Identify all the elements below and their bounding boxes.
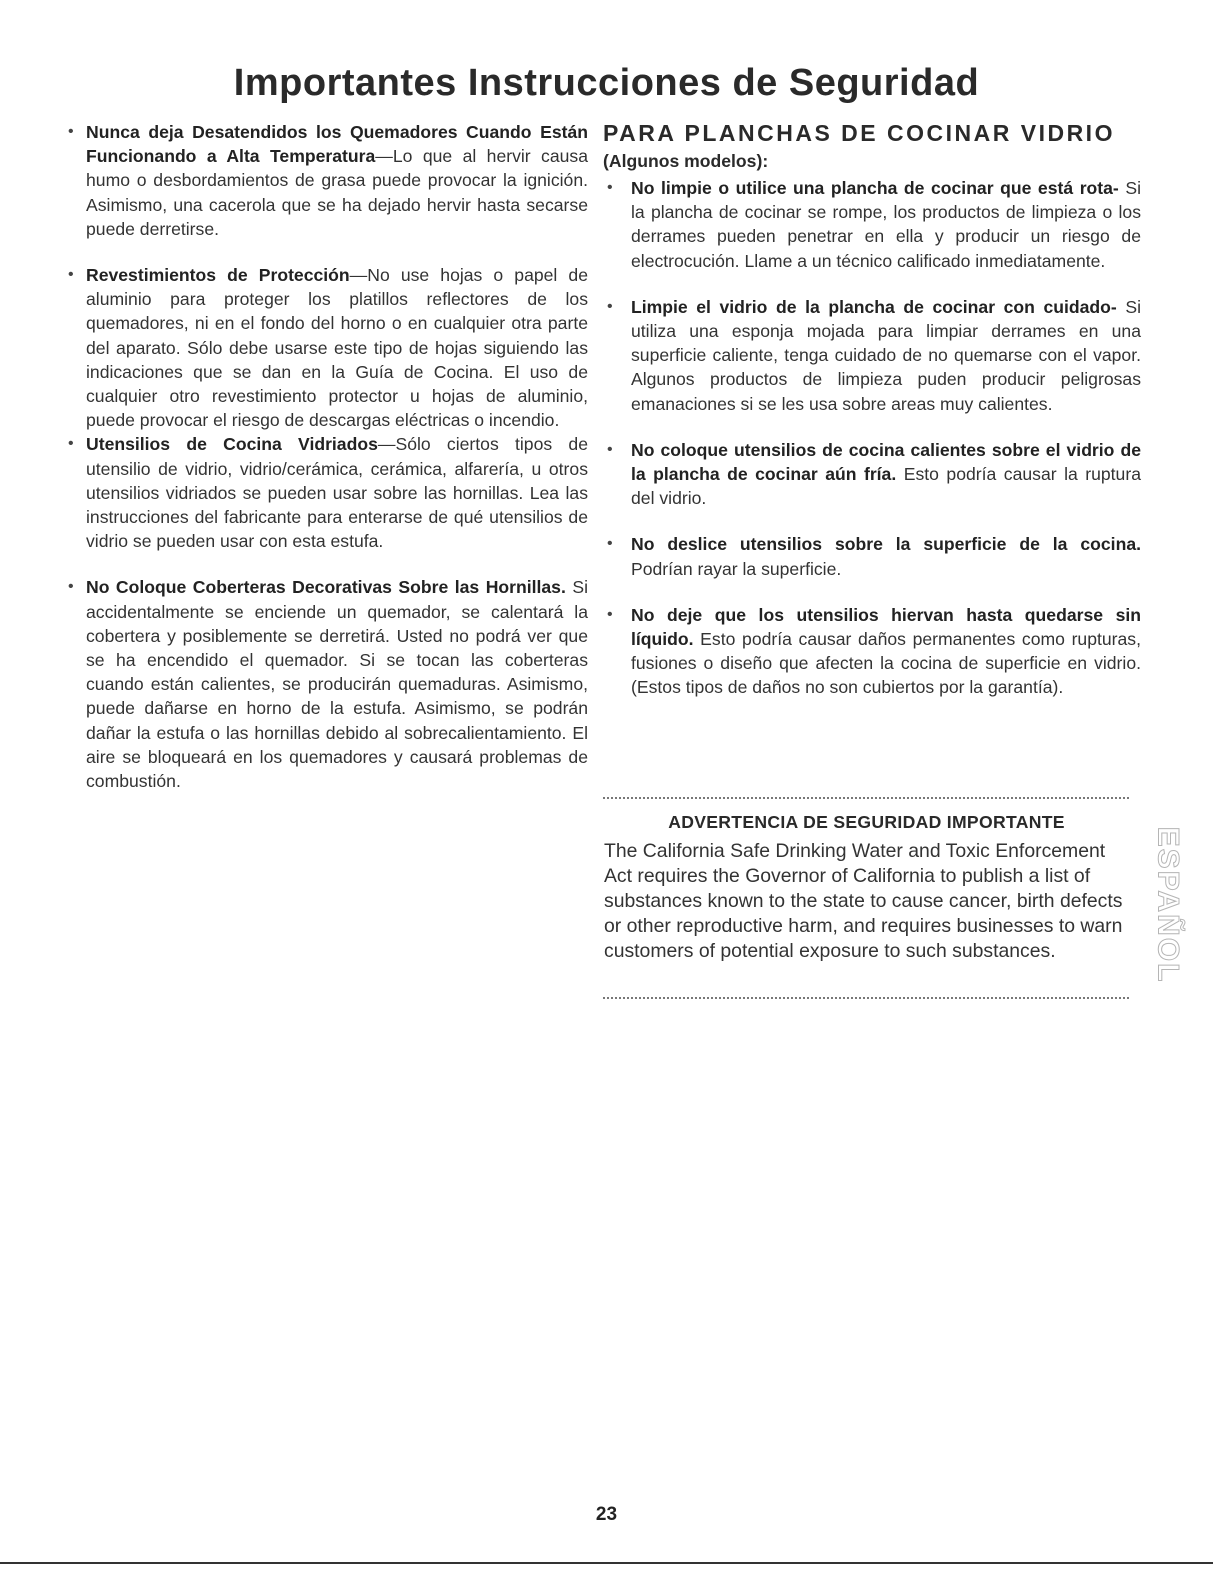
item-text: Si accidentalmente se enciende un quemador, se calentará la cobertera y posiblemente se derretirá. Usted no podrá ver que se ha encendido el quemador. Si se tocan las coberteras cuando están calientes, se producirán quemaduras. Asimismo, puede dañarse en horno de la estufa. Asimismo, se podrán dañar la estufa o las hornillas debido al sobrecalientamiento. El aire se bloqueará en los quemadores y causará problemas de combustión. — [86, 577, 588, 792]
list-item — [66, 432, 588, 553]
warning-bottom-divider — [603, 997, 1129, 999]
item-heading: No deslice utensilios sobre la superficie de la cocina. — [631, 534, 1141, 555]
language-side-tab-label: ESPAÑOL — [1151, 826, 1185, 984]
item-heading: Revestimientos de Protección — [86, 265, 350, 286]
item-text: —Sólo ciertos tipos de utensilio de vidrio, vidrio/cerámica, cerámica, alfarería, u otros utensilios vidriados se pueden usar sobre las hornillas. Lea las instrucciones del fabricante para enterarse de qué utensilios de vidrio se pueden usar con esta estufa. — [86, 434, 588, 552]
list-item — [603, 295, 1141, 416]
warning-box — [604, 812, 1129, 964]
item-text: Esto podría causar daños permanentes como rupturas, fusiones o diseño que afecten la cocina de superficie en vidrio. (Estos tipos de daños no son cubiertos por la garantía). — [631, 629, 1141, 698]
list-item — [66, 575, 588, 793]
item-text: Esto podría causar la ruptura del vidrio. — [631, 464, 1141, 509]
warning-top-divider — [603, 797, 1129, 799]
list-item — [603, 438, 1141, 511]
item-heading: No deje que los utensilios hiervan hasta quedarse sin líquido. — [631, 604, 1141, 650]
left-bullet-list — [66, 120, 588, 793]
item-heading: Utensilios de Cocina Vidriados — [86, 434, 378, 455]
language-side-tab — [1147, 820, 1187, 990]
item-text: Si utiliza una esponja mojada para limpiar derrames en una superficie caliente, tenga cuidado de no quemarse con el vapor. Algunos productos de limpieza puden producir peligrosas emanaciones si se les usa sobre areas muy calientes. — [631, 296, 1141, 414]
list-item — [66, 263, 588, 432]
page-title: Importantes Instrucciones de Seguridad — [233, 62, 980, 104]
list-item — [66, 120, 588, 241]
item-text: —No use hojas o papel de aluminio para proteger los platillos reflectores de los quemadores, ni en el fondo del horno o en cualquier otra parte del aparato. Sólo debe usarse este tipo de hojas siguiendo las indicaciones que se dan en la Guía de Cocina. El uso de cualquier otro revestimiento protector u hojas de aluminio, puede provocar el riesgo de descargas eléctricas o incendio. — [86, 265, 588, 431]
item-text: Podrían rayar la superficie. — [631, 558, 842, 579]
item-text: —Lo que al hervir causa humo o desbordamientos de grasa puede provocar la ignición. Asimismo, una cacerola que se ha dejado hervir hasta secarse puede derretirse. — [86, 146, 588, 239]
left-column — [66, 120, 588, 793]
item-heading: Limpie el vidrio de la plancha de cocinar con cuidado- — [631, 296, 1117, 317]
item-heading: No coloque utensilios de cocina calientes sobre el vidrio de la plancha de cocinar aún fría. — [631, 439, 1141, 485]
item-text: Si la plancha de cocinar se rompe, los productos de limpieza o los derrames pueden penetrar en ella y producir un riesgo de electrocución. Llame a un técnico calificado inmediatamente. — [631, 178, 1141, 271]
item-heading: No Coloque Coberteras Decorativas Sobre las Hornillas. — [86, 577, 566, 598]
item-heading: No limpie o utilice una plancha de cocinar que está rota- — [631, 178, 1119, 198]
section-heading: PARA PLANCHAS DE COCINAR VIDRIO — [603, 120, 1115, 146]
list-item — [603, 603, 1141, 700]
section-subheading: (Algunos modelos): — [603, 151, 769, 171]
page-bottom-border — [0, 1562, 1213, 1564]
page-number: 23 — [595, 1504, 618, 1525]
right-column — [603, 120, 1141, 700]
warning-body: The California Safe Drinking Water and Toxic Enforcement Act requires the Governor of California to publish a list of substances known to the state to cause cancer, birth defects or other reproductive harm, and requires businesses to warn customers of potential exposure to such substances. — [604, 840, 1123, 962]
list-item — [603, 176, 1141, 273]
item-heading: Nunca deja Desatendidos los Quemadores Cuando Están Funcionando a Alta Temperatura — [86, 122, 588, 167]
warning-title: ADVERTENCIA DE SEGURIDAD IMPORTANTE — [668, 812, 1065, 832]
right-bullet-list — [603, 176, 1141, 700]
list-item — [603, 532, 1141, 580]
